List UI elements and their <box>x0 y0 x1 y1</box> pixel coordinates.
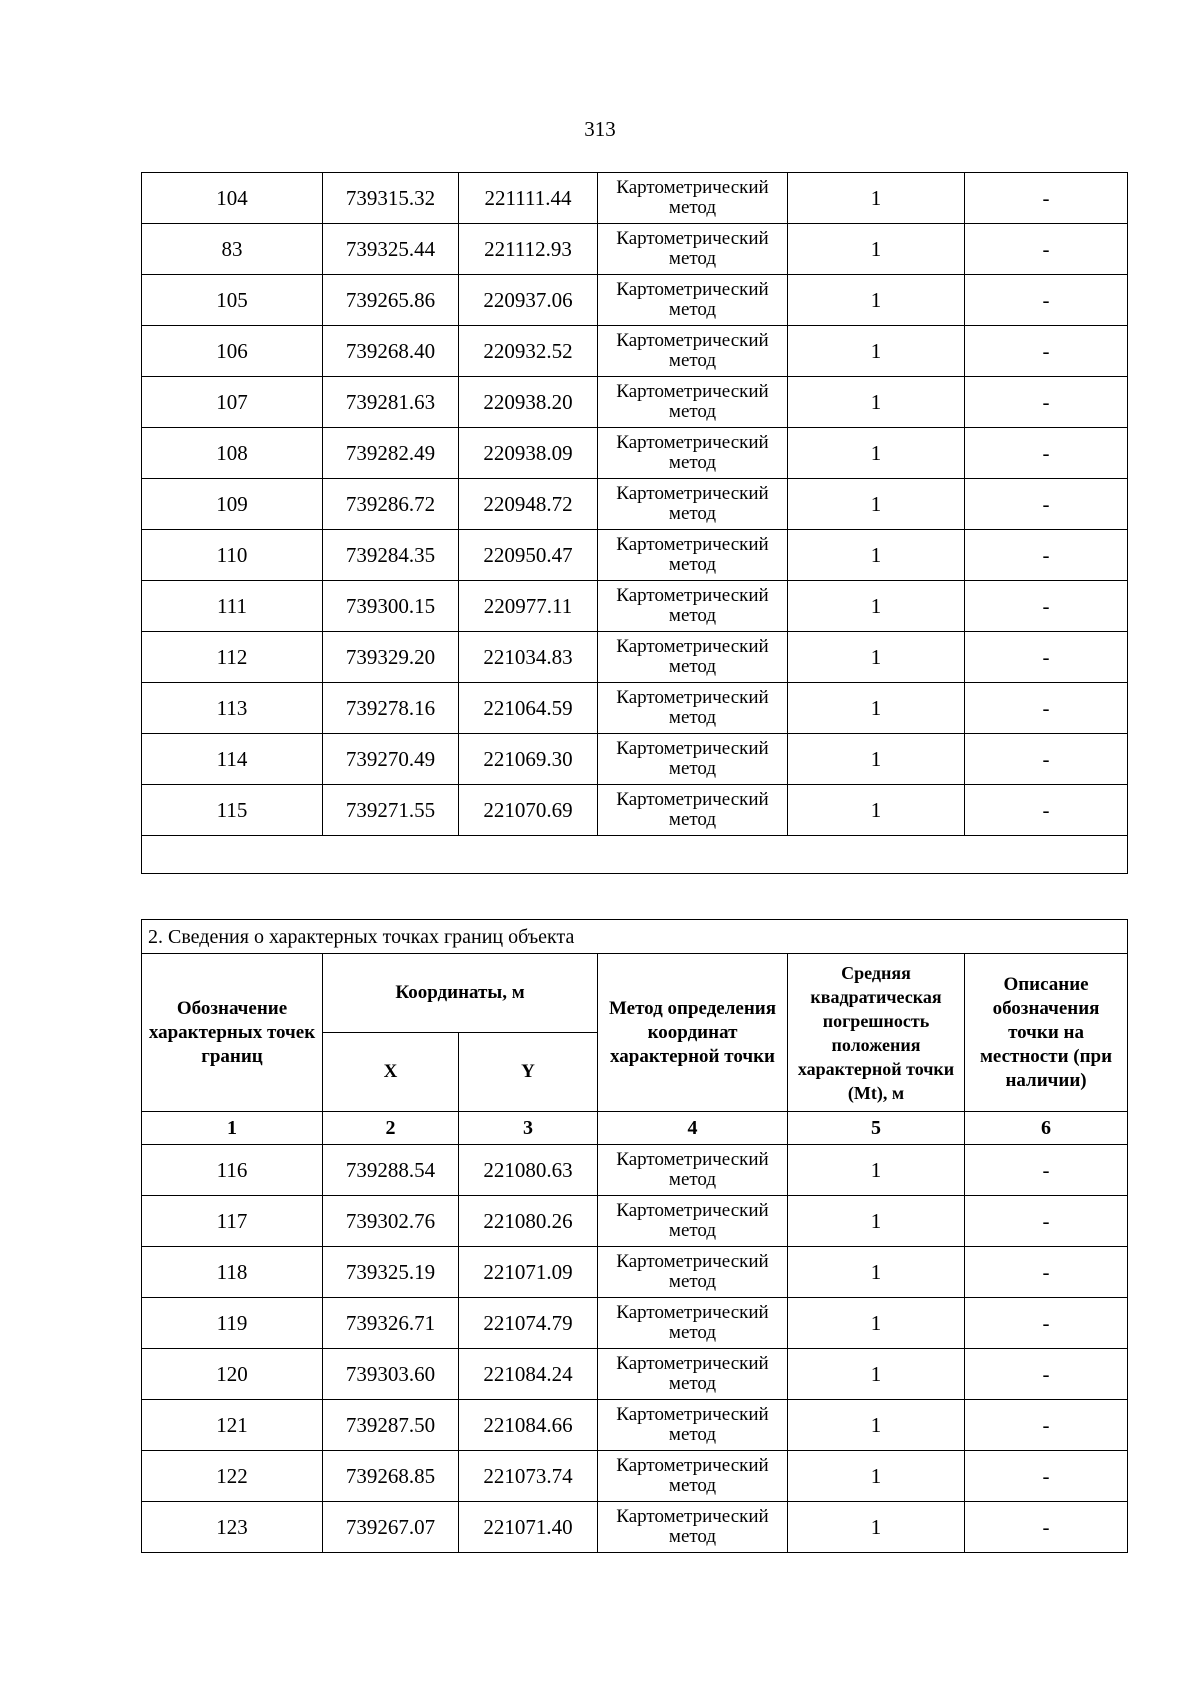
table-row <box>142 428 1128 479</box>
description-cell: - <box>965 785 1128 836</box>
point-id-cell: 112 <box>142 632 323 683</box>
point-id-cell: 106 <box>142 326 323 377</box>
mt-error-cell: 1 <box>788 1298 965 1349</box>
method-line: метод <box>668 197 717 218</box>
method-line: метод <box>668 401 717 422</box>
method-cell <box>598 224 788 275</box>
method-cell <box>598 1400 788 1451</box>
method-line: метод <box>668 1271 717 1292</box>
x-coordinate-cell: 739315.32 <box>323 173 459 224</box>
mt-error-cell: 1 <box>788 1502 965 1553</box>
method-line: метод <box>668 503 717 524</box>
mt-error-cell: 1 <box>788 479 965 530</box>
mt-error-cell: 1 <box>788 1145 965 1196</box>
header-error: Средняя квадратическая погрешность положения характерной точки (Mt), м <box>788 954 965 1112</box>
header-designation: Обозначение характерных точек границ <box>142 954 323 1112</box>
point-id-cell: 111 <box>142 581 323 632</box>
x-coordinate-cell: 739329.20 <box>323 632 459 683</box>
method-line: Картометрический <box>616 177 769 198</box>
mt-error-cell: 1 <box>788 1451 965 1502</box>
header-description: Описание обозначения точки на местности (при наличии) <box>965 954 1128 1112</box>
x-coordinate-cell: 739325.44 <box>323 224 459 275</box>
mt-error-cell: 1 <box>788 530 965 581</box>
table-row <box>142 326 1128 377</box>
point-id-cell: 115 <box>142 785 323 836</box>
y-coordinate-cell: 220977.11 <box>459 581 598 632</box>
point-id-cell: 121 <box>142 1400 323 1451</box>
x-coordinate-cell: 739281.63 <box>323 377 459 428</box>
column-number: 2 <box>323 1112 459 1145</box>
method-cell <box>598 173 788 224</box>
method-line: Картометрический <box>616 687 769 708</box>
method-cell <box>598 581 788 632</box>
description-cell: - <box>965 1451 1128 1502</box>
method-cell <box>598 1145 788 1196</box>
description-cell: - <box>965 428 1128 479</box>
description-cell: - <box>965 1145 1128 1196</box>
description-cell: - <box>965 326 1128 377</box>
method-line: Картометрический <box>616 1353 769 1374</box>
table-row <box>142 377 1128 428</box>
method-line: метод <box>668 605 717 626</box>
y-coordinate-cell: 221074.79 <box>459 1298 598 1349</box>
boundary-points-table <box>141 919 1128 1553</box>
method-line: Картометрический <box>616 585 769 606</box>
x-coordinate-cell: 739286.72 <box>323 479 459 530</box>
method-line: метод <box>668 452 717 473</box>
mt-error-cell: 1 <box>788 632 965 683</box>
y-coordinate-cell: 221080.63 <box>459 1145 598 1196</box>
description-cell: - <box>965 1502 1128 1553</box>
method-cell <box>598 275 788 326</box>
y-coordinate-cell: 221071.40 <box>459 1502 598 1553</box>
method-line: метод <box>668 1169 717 1190</box>
description-cell: - <box>965 1247 1128 1298</box>
column-number: 4 <box>598 1112 788 1145</box>
x-coordinate-cell: 739278.16 <box>323 683 459 734</box>
point-id-cell: 114 <box>142 734 323 785</box>
table2-body <box>142 1145 1128 1553</box>
column-number: 5 <box>788 1112 965 1145</box>
mt-error-cell: 1 <box>788 1247 965 1298</box>
header-coordinates: Координаты, м <box>323 954 598 1033</box>
x-coordinate-cell: 739282.49 <box>323 428 459 479</box>
table-row <box>142 1247 1128 1298</box>
method-line: метод <box>668 707 717 728</box>
x-coordinate-cell: 739270.49 <box>323 734 459 785</box>
empty-row <box>142 836 1128 874</box>
point-id-cell: 122 <box>142 1451 323 1502</box>
x-coordinate-cell: 739287.50 <box>323 1400 459 1451</box>
x-coordinate-cell: 739268.40 <box>323 326 459 377</box>
y-coordinate-cell: 221071.09 <box>459 1247 598 1298</box>
mt-error-cell: 1 <box>788 1349 965 1400</box>
mt-error-cell: 1 <box>788 785 965 836</box>
mt-error-cell: 1 <box>788 683 965 734</box>
description-cell: - <box>965 275 1128 326</box>
method-line: метод <box>668 350 717 371</box>
method-line: метод <box>668 758 717 779</box>
method-line: метод <box>668 1322 717 1343</box>
method-line: Картометрический <box>616 381 769 402</box>
column-number: 1 <box>142 1112 323 1145</box>
mt-error-cell: 1 <box>788 275 965 326</box>
y-coordinate-cell: 221069.30 <box>459 734 598 785</box>
description-cell: - <box>965 530 1128 581</box>
header-method: Метод определения координат характерной точки <box>598 954 788 1112</box>
table-caption: 2. Сведения о характерных точках границ объекта <box>142 920 1128 954</box>
table-row <box>142 734 1128 785</box>
x-coordinate-cell: 739326.71 <box>323 1298 459 1349</box>
method-line: Картометрический <box>616 1251 769 1272</box>
method-cell <box>598 1247 788 1298</box>
method-cell <box>598 1451 788 1502</box>
y-coordinate-cell: 220948.72 <box>459 479 598 530</box>
method-line: метод <box>668 656 717 677</box>
method-cell <box>598 479 788 530</box>
method-line: Картометрический <box>616 1302 769 1323</box>
method-cell <box>598 1349 788 1400</box>
method-line: метод <box>668 248 717 269</box>
point-id-cell: 107 <box>142 377 323 428</box>
y-coordinate-cell: 220950.47 <box>459 530 598 581</box>
description-cell: - <box>965 479 1128 530</box>
description-cell: - <box>965 377 1128 428</box>
x-coordinate-cell: 739268.85 <box>323 1451 459 1502</box>
table-row <box>142 1298 1128 1349</box>
table-row <box>142 683 1128 734</box>
y-coordinate-cell: 221080.26 <box>459 1196 598 1247</box>
x-coordinate-cell: 739284.35 <box>323 530 459 581</box>
point-id-cell: 105 <box>142 275 323 326</box>
method-line: метод <box>668 1373 717 1394</box>
point-id-cell: 108 <box>142 428 323 479</box>
y-coordinate-cell: 220938.09 <box>459 428 598 479</box>
method-cell <box>598 377 788 428</box>
x-coordinate-cell: 739271.55 <box>323 785 459 836</box>
method-line: Картометрический <box>616 432 769 453</box>
method-line: метод <box>668 1475 717 1496</box>
y-coordinate-cell: 221034.83 <box>459 632 598 683</box>
point-id-cell: 109 <box>142 479 323 530</box>
method-cell <box>598 632 788 683</box>
table-row <box>142 173 1128 224</box>
x-coordinate-cell: 739300.15 <box>323 581 459 632</box>
point-id-cell: 110 <box>142 530 323 581</box>
x-coordinate-cell: 739288.54 <box>323 1145 459 1196</box>
table-row <box>142 785 1128 836</box>
point-id-cell: 123 <box>142 1502 323 1553</box>
method-line: Картометрический <box>616 1404 769 1425</box>
header-x: X <box>323 1033 459 1112</box>
point-id-cell: 113 <box>142 683 323 734</box>
y-coordinate-cell: 220938.20 <box>459 377 598 428</box>
method-line: метод <box>668 809 717 830</box>
point-id-cell: 120 <box>142 1349 323 1400</box>
table-row <box>142 1502 1128 1553</box>
mt-error-cell: 1 <box>788 734 965 785</box>
method-cell <box>598 1196 788 1247</box>
y-coordinate-cell: 221112.93 <box>459 224 598 275</box>
table1-body <box>142 173 1128 836</box>
x-coordinate-cell: 739267.07 <box>323 1502 459 1553</box>
mt-error-cell: 1 <box>788 224 965 275</box>
method-line: Картометрический <box>616 279 769 300</box>
method-line: метод <box>668 1526 717 1547</box>
method-line: Картометрический <box>616 1506 769 1527</box>
table-row <box>142 1145 1128 1196</box>
table-row <box>142 581 1128 632</box>
mt-error-cell: 1 <box>788 377 965 428</box>
table-row <box>142 1451 1128 1502</box>
description-cell: - <box>965 581 1128 632</box>
method-line: Картометрический <box>616 330 769 351</box>
point-id-cell: 104 <box>142 173 323 224</box>
method-line: Картометрический <box>616 1455 769 1476</box>
y-coordinate-cell: 221064.59 <box>459 683 598 734</box>
method-line: Картометрический <box>616 1200 769 1221</box>
column-number: 6 <box>965 1112 1128 1145</box>
method-line: Картометрический <box>616 636 769 657</box>
description-cell: - <box>965 1196 1128 1247</box>
point-id-cell: 117 <box>142 1196 323 1247</box>
x-coordinate-cell: 739325.19 <box>323 1247 459 1298</box>
y-coordinate-cell: 221084.24 <box>459 1349 598 1400</box>
y-coordinate-cell: 220937.06 <box>459 275 598 326</box>
y-coordinate-cell: 221111.44 <box>459 173 598 224</box>
method-line: Картометрический <box>616 1149 769 1170</box>
method-line: метод <box>668 1220 717 1241</box>
x-coordinate-cell: 739302.76 <box>323 1196 459 1247</box>
y-coordinate-cell: 220932.52 <box>459 326 598 377</box>
header-y: Y <box>459 1033 598 1112</box>
method-cell <box>598 1298 788 1349</box>
table-row <box>142 1400 1128 1451</box>
table-row <box>142 275 1128 326</box>
method-line: Картометрический <box>616 738 769 759</box>
method-cell <box>598 1502 788 1553</box>
method-line: Картометрический <box>616 534 769 555</box>
x-coordinate-cell: 739265.86 <box>323 275 459 326</box>
method-line: метод <box>668 299 717 320</box>
method-cell <box>598 428 788 479</box>
mt-error-cell: 1 <box>788 428 965 479</box>
mt-error-cell: 1 <box>788 173 965 224</box>
table-row <box>142 224 1128 275</box>
point-id-cell: 83 <box>142 224 323 275</box>
method-cell <box>598 683 788 734</box>
column-number: 3 <box>459 1112 598 1145</box>
y-coordinate-cell: 221084.66 <box>459 1400 598 1451</box>
method-line: метод <box>668 1424 717 1445</box>
description-cell: - <box>965 1349 1128 1400</box>
point-id-cell: 119 <box>142 1298 323 1349</box>
method-line: Картометрический <box>616 789 769 810</box>
description-cell: - <box>965 683 1128 734</box>
description-cell: - <box>965 1298 1128 1349</box>
y-coordinate-cell: 221073.74 <box>459 1451 598 1502</box>
description-cell: - <box>965 224 1128 275</box>
boundary-points-table-continued <box>141 172 1128 874</box>
description-cell: - <box>965 173 1128 224</box>
method-cell <box>598 530 788 581</box>
point-id-cell: 116 <box>142 1145 323 1196</box>
method-line: Картометрический <box>616 228 769 249</box>
mt-error-cell: 1 <box>788 1400 965 1451</box>
mt-error-cell: 1 <box>788 1196 965 1247</box>
point-id-cell: 118 <box>142 1247 323 1298</box>
table-row <box>142 1196 1128 1247</box>
table-row <box>142 632 1128 683</box>
description-cell: - <box>965 632 1128 683</box>
page-number: 313 <box>584 117 616 141</box>
table-row <box>142 530 1128 581</box>
table-row <box>142 479 1128 530</box>
method-line: метод <box>668 554 717 575</box>
x-coordinate-cell: 739303.60 <box>323 1349 459 1400</box>
description-cell: - <box>965 1400 1128 1451</box>
method-cell <box>598 326 788 377</box>
mt-error-cell: 1 <box>788 581 965 632</box>
table-row <box>142 1349 1128 1400</box>
mt-error-cell: 1 <box>788 326 965 377</box>
method-cell <box>598 734 788 785</box>
y-coordinate-cell: 221070.69 <box>459 785 598 836</box>
method-line: Картометрический <box>616 483 769 504</box>
description-cell: - <box>965 734 1128 785</box>
method-cell <box>598 785 788 836</box>
